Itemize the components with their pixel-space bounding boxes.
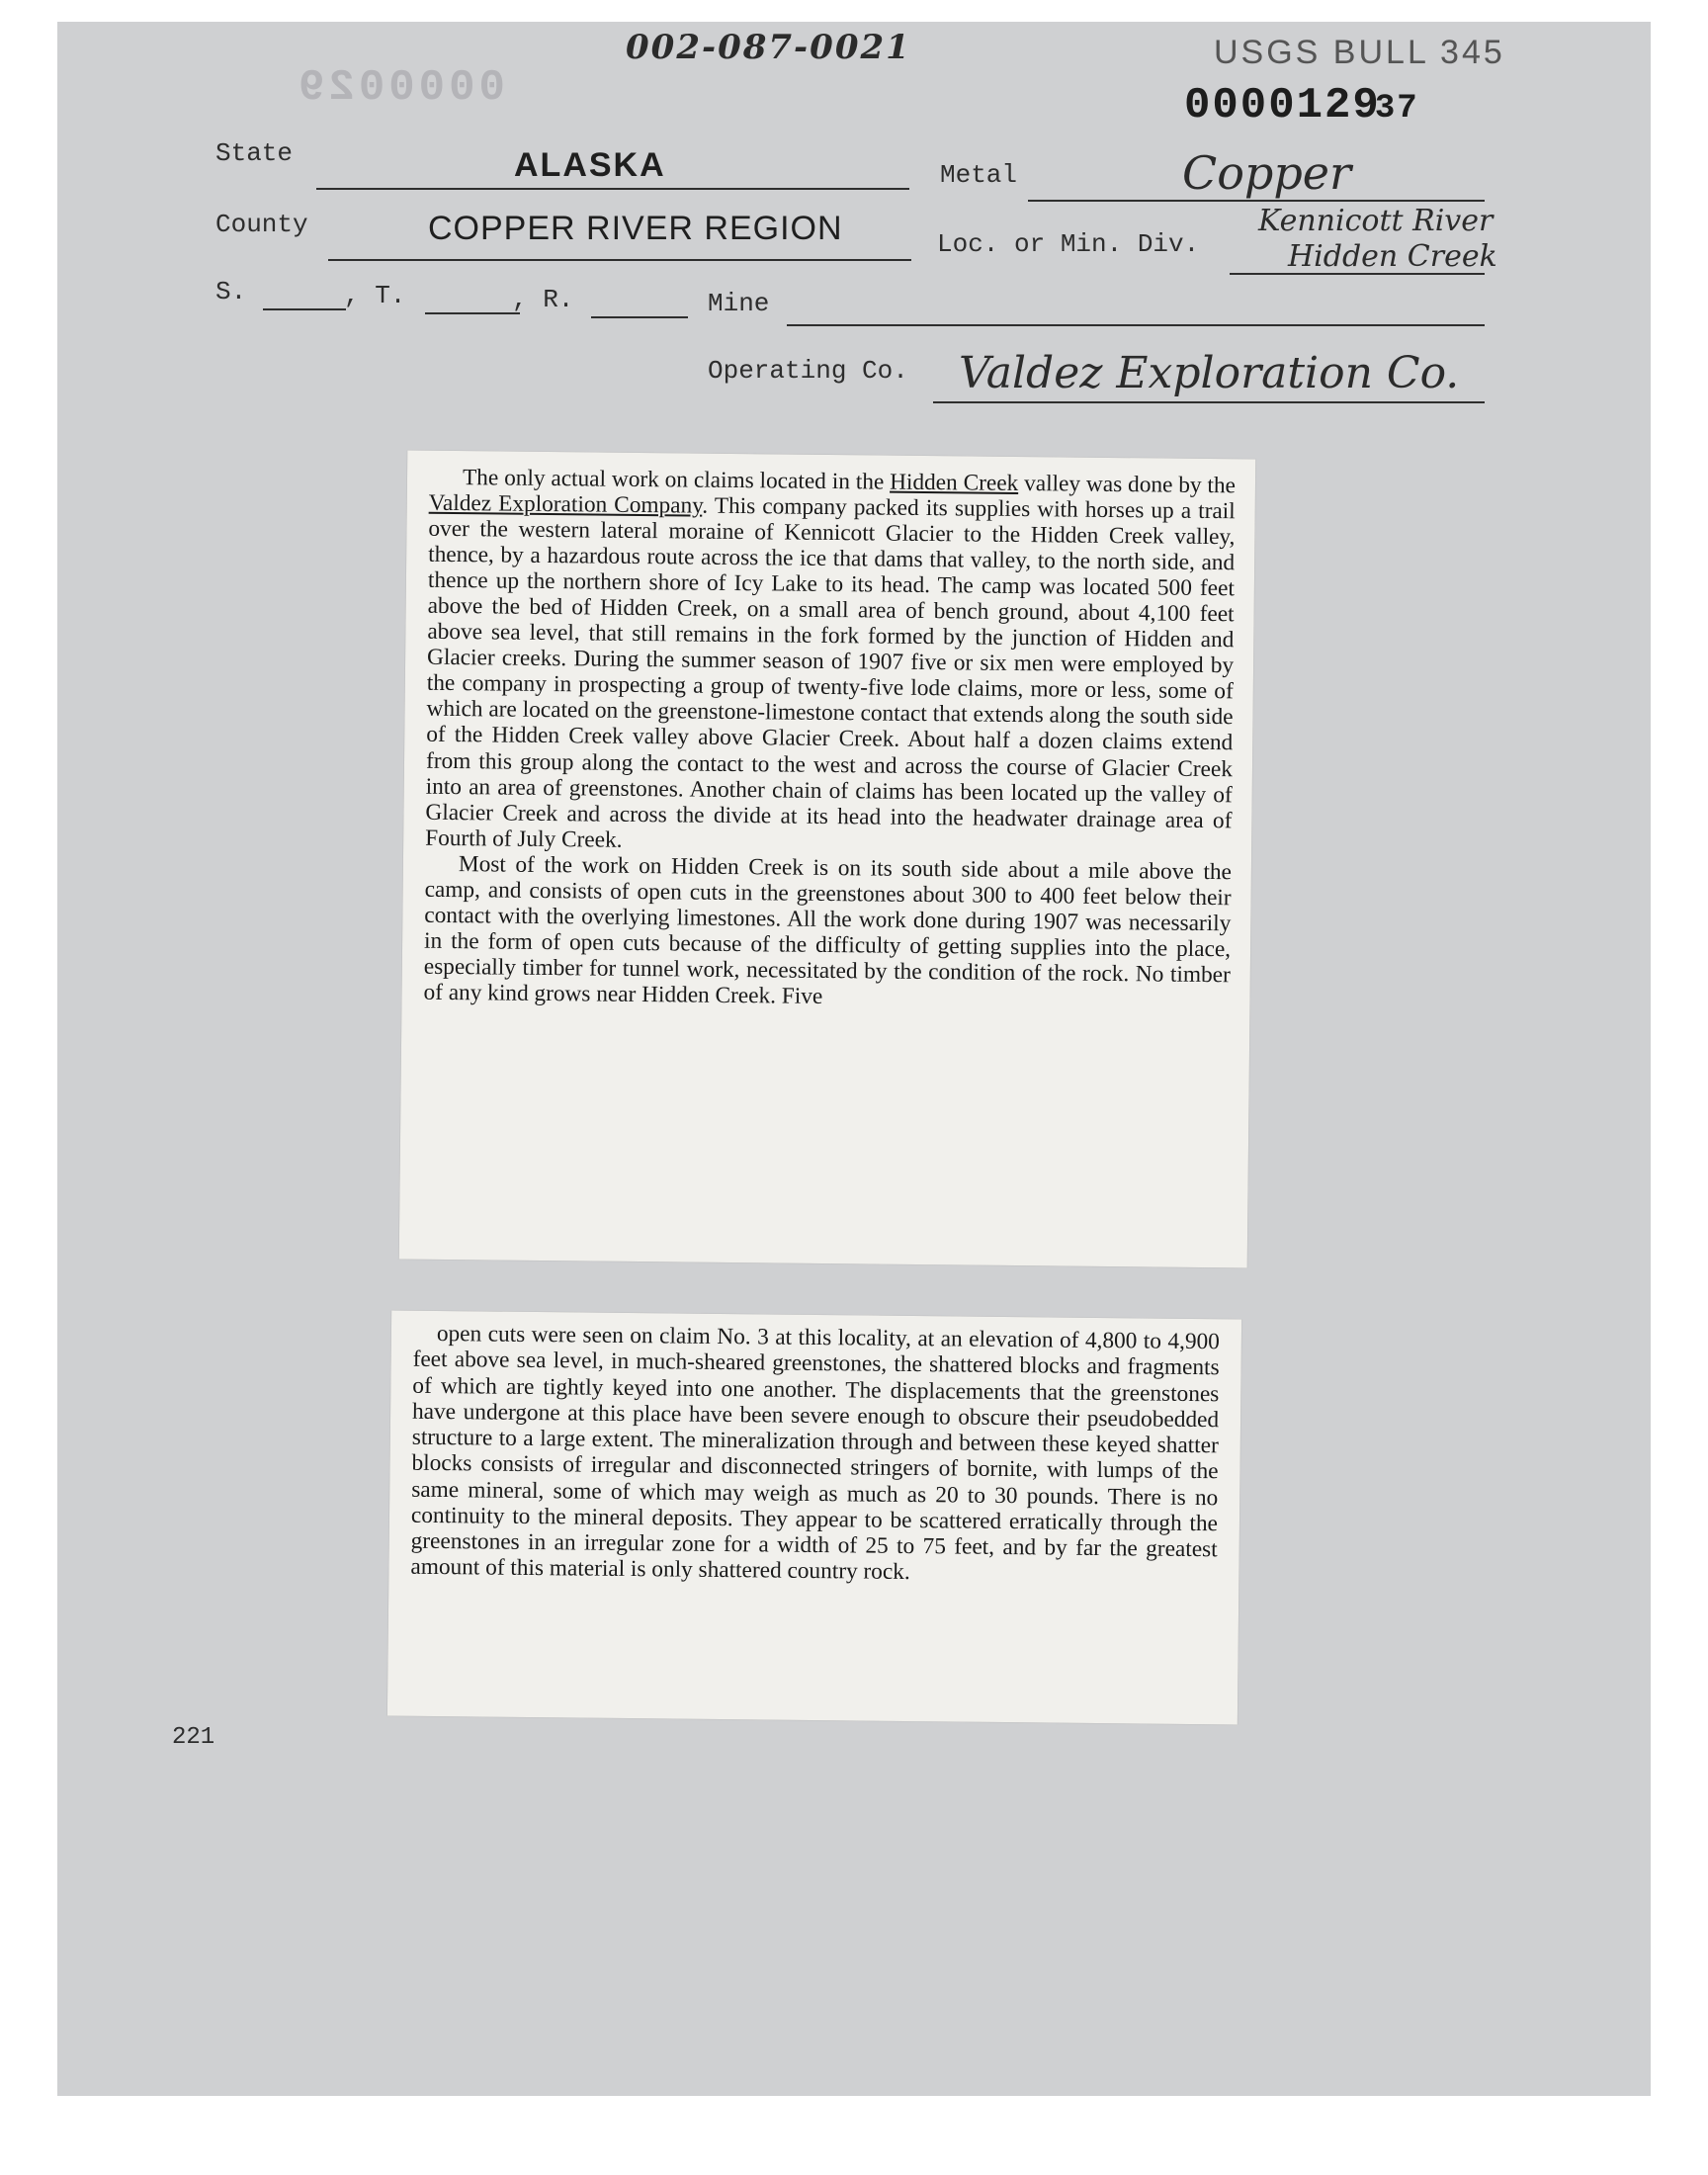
state-value: ALASKA [514,146,666,184]
usgs-bulletin-stamp: USGS BULL 345 [1214,34,1505,71]
clipping-text: The only actual work on claims located in the [462,465,891,495]
section-label: S. [215,277,247,306]
serial-number [1184,81,1419,130]
operating-underline [933,401,1485,403]
state-underline [316,188,909,190]
operating-value: Valdez Exploration Co. [959,348,1460,398]
record-card [57,22,1651,2096]
loc-value-line2: Hidden Creek [1288,239,1497,274]
serial-number-text: 0000129 [1184,81,1381,130]
mine-label: Mine [708,289,770,318]
clipping-text: . This company packed its supplies with horses up a trail over the western lateral moraine of Kennicott Glacier to the Hidden Creek valley, thence, by a hazardous route across the ice that dams that valley, to the north side, and thence up the northern shore of Icy Lake to its head. The camp was located 500 feet above the bed of Hidden Creek, on a small area of bench ground, about 4,100 feet above sea level, that still remains in the fork formed by the junction of Hidden and Glacier creeks. During the summer season of 1907 five or six men were employed by the company in prospecting a group of twenty-five lode claims, more or less, some of which are located on the greenstone-limestone contact that extends along the south side of the Hidden Creek valley above Glacier Creek. About half a dozen claims extend from this group along the contact to the west and across the course of Glacier Creek into an area of greenstones. Another chain of claims has been located up the valley of Glacier Creek and across the divide at its head into the headwater drainage area of Fourth of July Creek. [425,492,1236,853]
range-underline [591,316,688,318]
county-underline [328,259,911,261]
range-label: , R. [512,285,574,314]
text-clipping-1 [399,451,1256,1268]
hidden-creek-underlined: Hidden Creek [890,469,1019,497]
serial-overwrite: 37 [1374,90,1419,128]
clipping-paragraph: Most of the work on Hidden Creek is on its south side about a mile above the camp, and consists of open cuts in the greenstones about 300 to 400 feet below their contact with the overlying limestones. All the work done during 1907 was necessarily in the form of open cuts because of the difficulty of getting supplies into the place, especially timber for tunnel work, necessitated by the condition of the rock. No timber of any kind grows near Hidden Creek. Five [423,850,1233,1009]
clipping-paragraph: open cuts were seen on claim No. 3 at this locality, at an elevation of 4,800 to 4,900 feet above sea level, in much-sheared greenstones, the shattered blocks and fragments of which are tightly keyed into one another. The displacements that the greenstones have undergone at this place have been severe enough to obscure their pseudobedded structure to a large extent. The mineralization through and between these keyed shatter blocks consists of irregular and disconnected stringers of bornite, with lumps of the same mineral, some of which may weigh as much as 20 to 30 pounds. There is no continuity to the mineral deposits. They appear to be scattered erratically through the greenstones in an irregular zone for a width of 25 to 75 feet, and by far the greatest amount of this material is only shattered country rock. [410,1320,1221,1586]
county-label: County [215,210,308,239]
section-underline [263,308,346,310]
clipping-paragraph [425,465,1236,859]
loc-value-line1: Kennicott River [1258,204,1494,238]
state-label: State [215,138,294,168]
document-id: 002-087-0021 [626,28,911,67]
metal-label: Metal [940,160,1018,190]
county-value: COPPER RIVER REGION [428,210,843,247]
page-number: 221 [172,1724,215,1751]
township-label: , T. [344,281,406,310]
loc-label: Loc. or Min. Div. [937,229,1200,259]
ghost-stamp: 0000029 [295,63,505,113]
text-clipping-2 [387,1311,1241,1725]
metal-underline [1028,200,1485,202]
metal-value: Copper [1182,146,1351,200]
clipping-text: valley was done by the [1018,471,1237,499]
mine-underline [787,324,1485,326]
valdez-company-underlined: Valdez Exploration Company [428,489,703,519]
operating-label: Operating Co. [708,356,908,386]
township-underline [425,312,520,314]
